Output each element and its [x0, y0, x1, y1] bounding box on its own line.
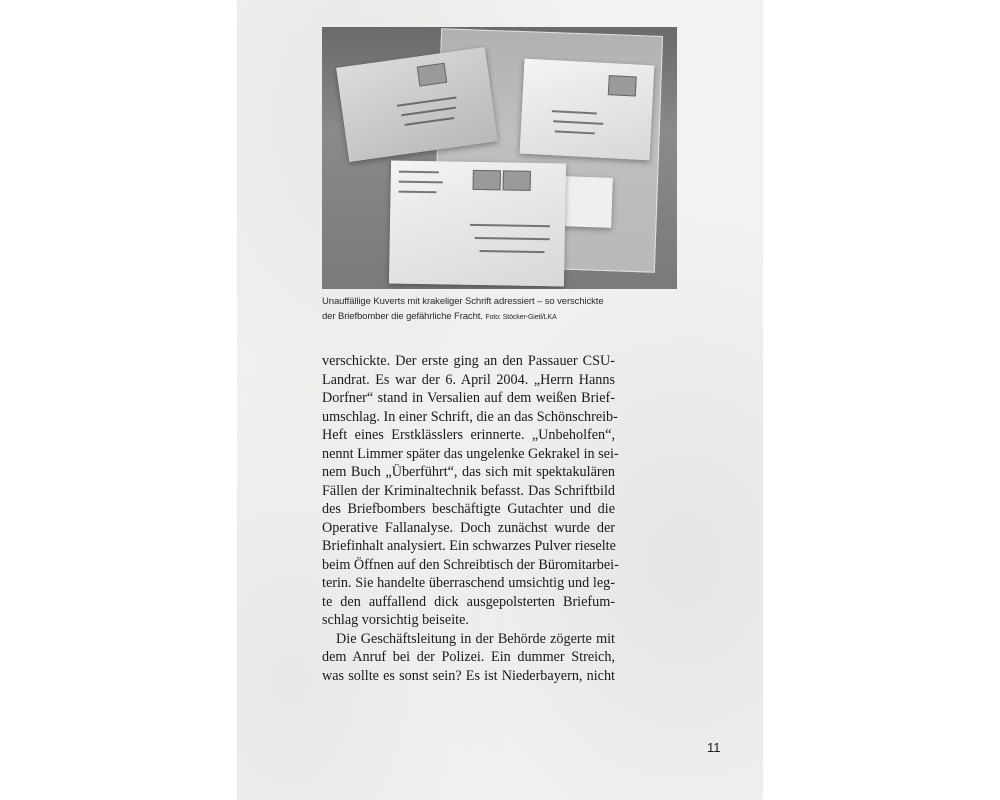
text-line: nem Buch „Überführt“, das sich mit spektakulären	[322, 464, 615, 480]
stamp-icon	[503, 170, 531, 190]
envelopes-photo	[322, 27, 677, 289]
envelope-back-right	[520, 59, 655, 161]
stamp-icon	[417, 63, 448, 87]
envelope-front	[389, 160, 566, 286]
text-line: nennt Limmer später das ungelenke Gekrakel in sei-	[322, 445, 619, 462]
text-line: te den auffallend dick ausgepolsterten Briefum-	[322, 593, 615, 610]
text-line: des Briefbombers beschäftigte Gutachter und die	[322, 501, 615, 517]
book-page	[237, 0, 763, 800]
text-line: Dorfner“ stand in Versalien auf dem weißen Brief-	[322, 390, 615, 406]
text-line: schlag vorsichtig beiseite.	[322, 612, 469, 628]
text-line: Fällen der Kriminaltechnik befasst. Das Schriftbild	[322, 482, 615, 499]
page-number: 11	[707, 740, 721, 755]
label-card	[561, 176, 613, 228]
caption-line-2: der Briefbomber die gefährliche Fracht.	[322, 311, 483, 322]
text-line: Die Geschäftsleitung in der Behörde zögerte mit	[336, 630, 615, 647]
text-line: umschlag. In einer Schrift, die an das Schönschreib-	[322, 408, 618, 425]
text-line: was sollte es sonst sein? Es ist Niederbayern, nicht	[322, 667, 615, 684]
photo-caption	[322, 294, 692, 325]
stamp-icon	[473, 170, 501, 190]
text-line: Briefinhalt analysiert. Ein schwarzes Pulver rieselte	[322, 538, 616, 554]
text-line: beim Öffnen auf den Schreibtisch der Büromitarbei-	[322, 556, 619, 573]
text-line: verschickte. Der erste ging an den Passauer CSU-	[322, 353, 615, 369]
body-text	[322, 352, 619, 685]
text-line: Landrat. Es war der 6. April 2004. „Herrn Hanns	[322, 371, 615, 388]
text-line: dem Anruf bei der Polizei. Ein dummer Streich,	[322, 649, 615, 665]
stamp-icon	[608, 75, 637, 96]
photo-credit: Foto: Stöcker-Gietl/LKA	[485, 314, 557, 321]
text-line: terin. Sie handelte überraschend umsichtig und leg-	[322, 575, 615, 591]
caption-line-1: Unauffällige Kuverts mit krakeliger Schrift adressiert – so verschickte	[322, 296, 604, 307]
text-line: Operative Fallanalyse. Doch zunächst wurde der	[322, 519, 615, 536]
text-line: Heft eines Erstklässlers erinnerte. „Unbeholfen“,	[322, 427, 615, 443]
